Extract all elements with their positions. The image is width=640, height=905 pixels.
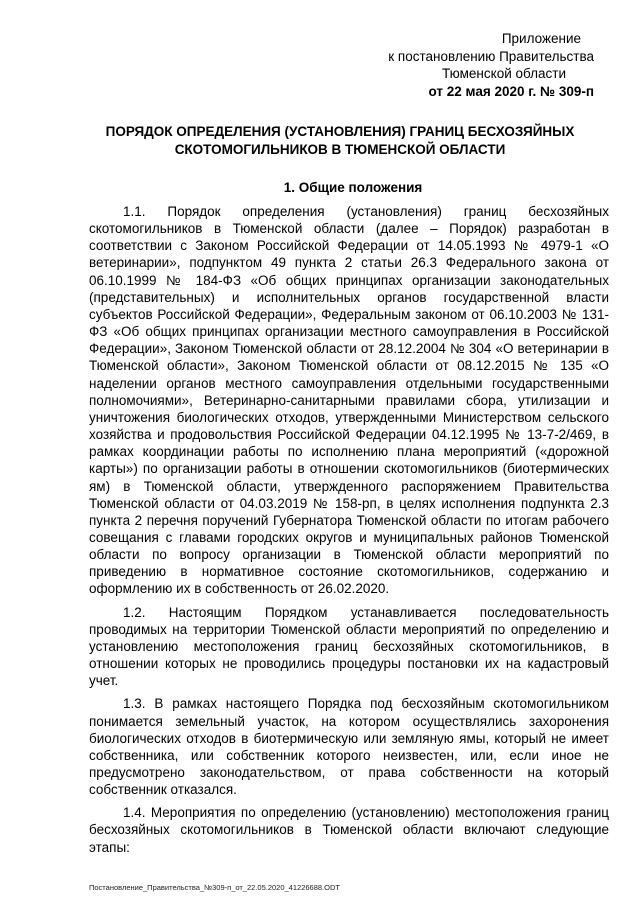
section-heading: 1. Общие положения [283,180,423,195]
appendix-region: Тюменской области [442,66,566,81]
paragraph-1-2: 1.2. Настоящим Порядком устанавливается последовательность проводимых на территории Тюменской области мероприятий по определению и установлению местоположения границ бесхозяйных скотомогильников, в отношении которых не проводились процедуры постановки их на кадастровый учет. [89,604,609,689]
appendix-label: Приложение [501,31,581,46]
document-title: ПОРЯДОК ОПРЕДЕЛЕНИЯ (УСТАНОВЛЕНИЯ) ГРАНИЦ БЕСХОЗЯЙНЫХ СКОТОМОГИЛЬНИКОВ В ТЮМЕНСКОЙ ОБЛАСТИ [105,124,575,157]
paragraph-1-1: 1.1. Порядок определения (установления) границ бесхозяйных скотомогильников в Тюменской области (далее – Порядок) разработан в соответствии с Законом Российской Федерации от 14.05.1993 № 4979-1 «О ветеринарии», подпунктом 49 пункта 2 статьи 26.3 Федерального закона от 06.10.1999 № 184-ФЗ «Об общих принципах организации законодательных (представительных) и исполнительных органов государственной власти субъектов Российской Федерации», Федеральным законом от 06.10.2003 № 131-ФЗ «Об общих принципах организации местного самоуправления в Российской Федерации», Законом Тюменской области от 28.12.2004 № 304 «О ветеринарии в Тюменской области», Законом Тюменской области от 08.12.2015 № 135 «О наделении органов местного самоуправления отдельными государственными полномочиями», Ветеринарно-санитарными правилами сбора, утилизации и уничтожения биологических отходов, утвержденными Министерством сельского хозяйства и продовольствия Российской Федерации 04.12.1995 № 13-7-2/469, в рамках координации работы по исполнению плана мероприятий («дорожной карты») по организации работы в отношении скотомогильников (биотермических ям) в Тюменской области, утвержденного распоряжением Правительства Тюменской области от 04.03.2019 № 158-рп, в целях исполнения подпункта 2.3 пункта 2 перечня поручений Губернатора Тюменской области по итогам рабочего совещания с главами городских округов и муниципальных районов Тюменской области по вопросу организации в Тюменской области мероприятий по приведению в нормативное состояние скотомогильников, содержанию и оформлению их в собственность от 26.02.2020. [89,204,609,597]
appendix-block [234,30,594,100]
paragraph-1-4: 1.4. Мероприятия по определению (установлению) местоположения границ бесхозяйных скотомогильников в Тюменской области включают следующие этапы: [89,805,609,855]
paragraph-1-3: 1.3. В рамках настоящего Порядка под бесхозяйным скотомогильником понимается земельный участок, на котором осуществлялись захоронения биологических отходов в биотермическую или земляную ямы, который не имеет собственника, или собственник которого неизвестен, или, если иное не предусмотрено законодательством, от права собственности на который собственник отказался. [89,696,609,798]
appendix-date-number: от 22 мая 2020 г. № 309-п [428,83,594,99]
document-body [89,203,609,862]
file-footer: Постановление_Правительства_№309-п_от_22.05.2020_41226688.ODT [89,883,340,892]
appendix-reference: к постановлению Правительства [388,48,594,64]
